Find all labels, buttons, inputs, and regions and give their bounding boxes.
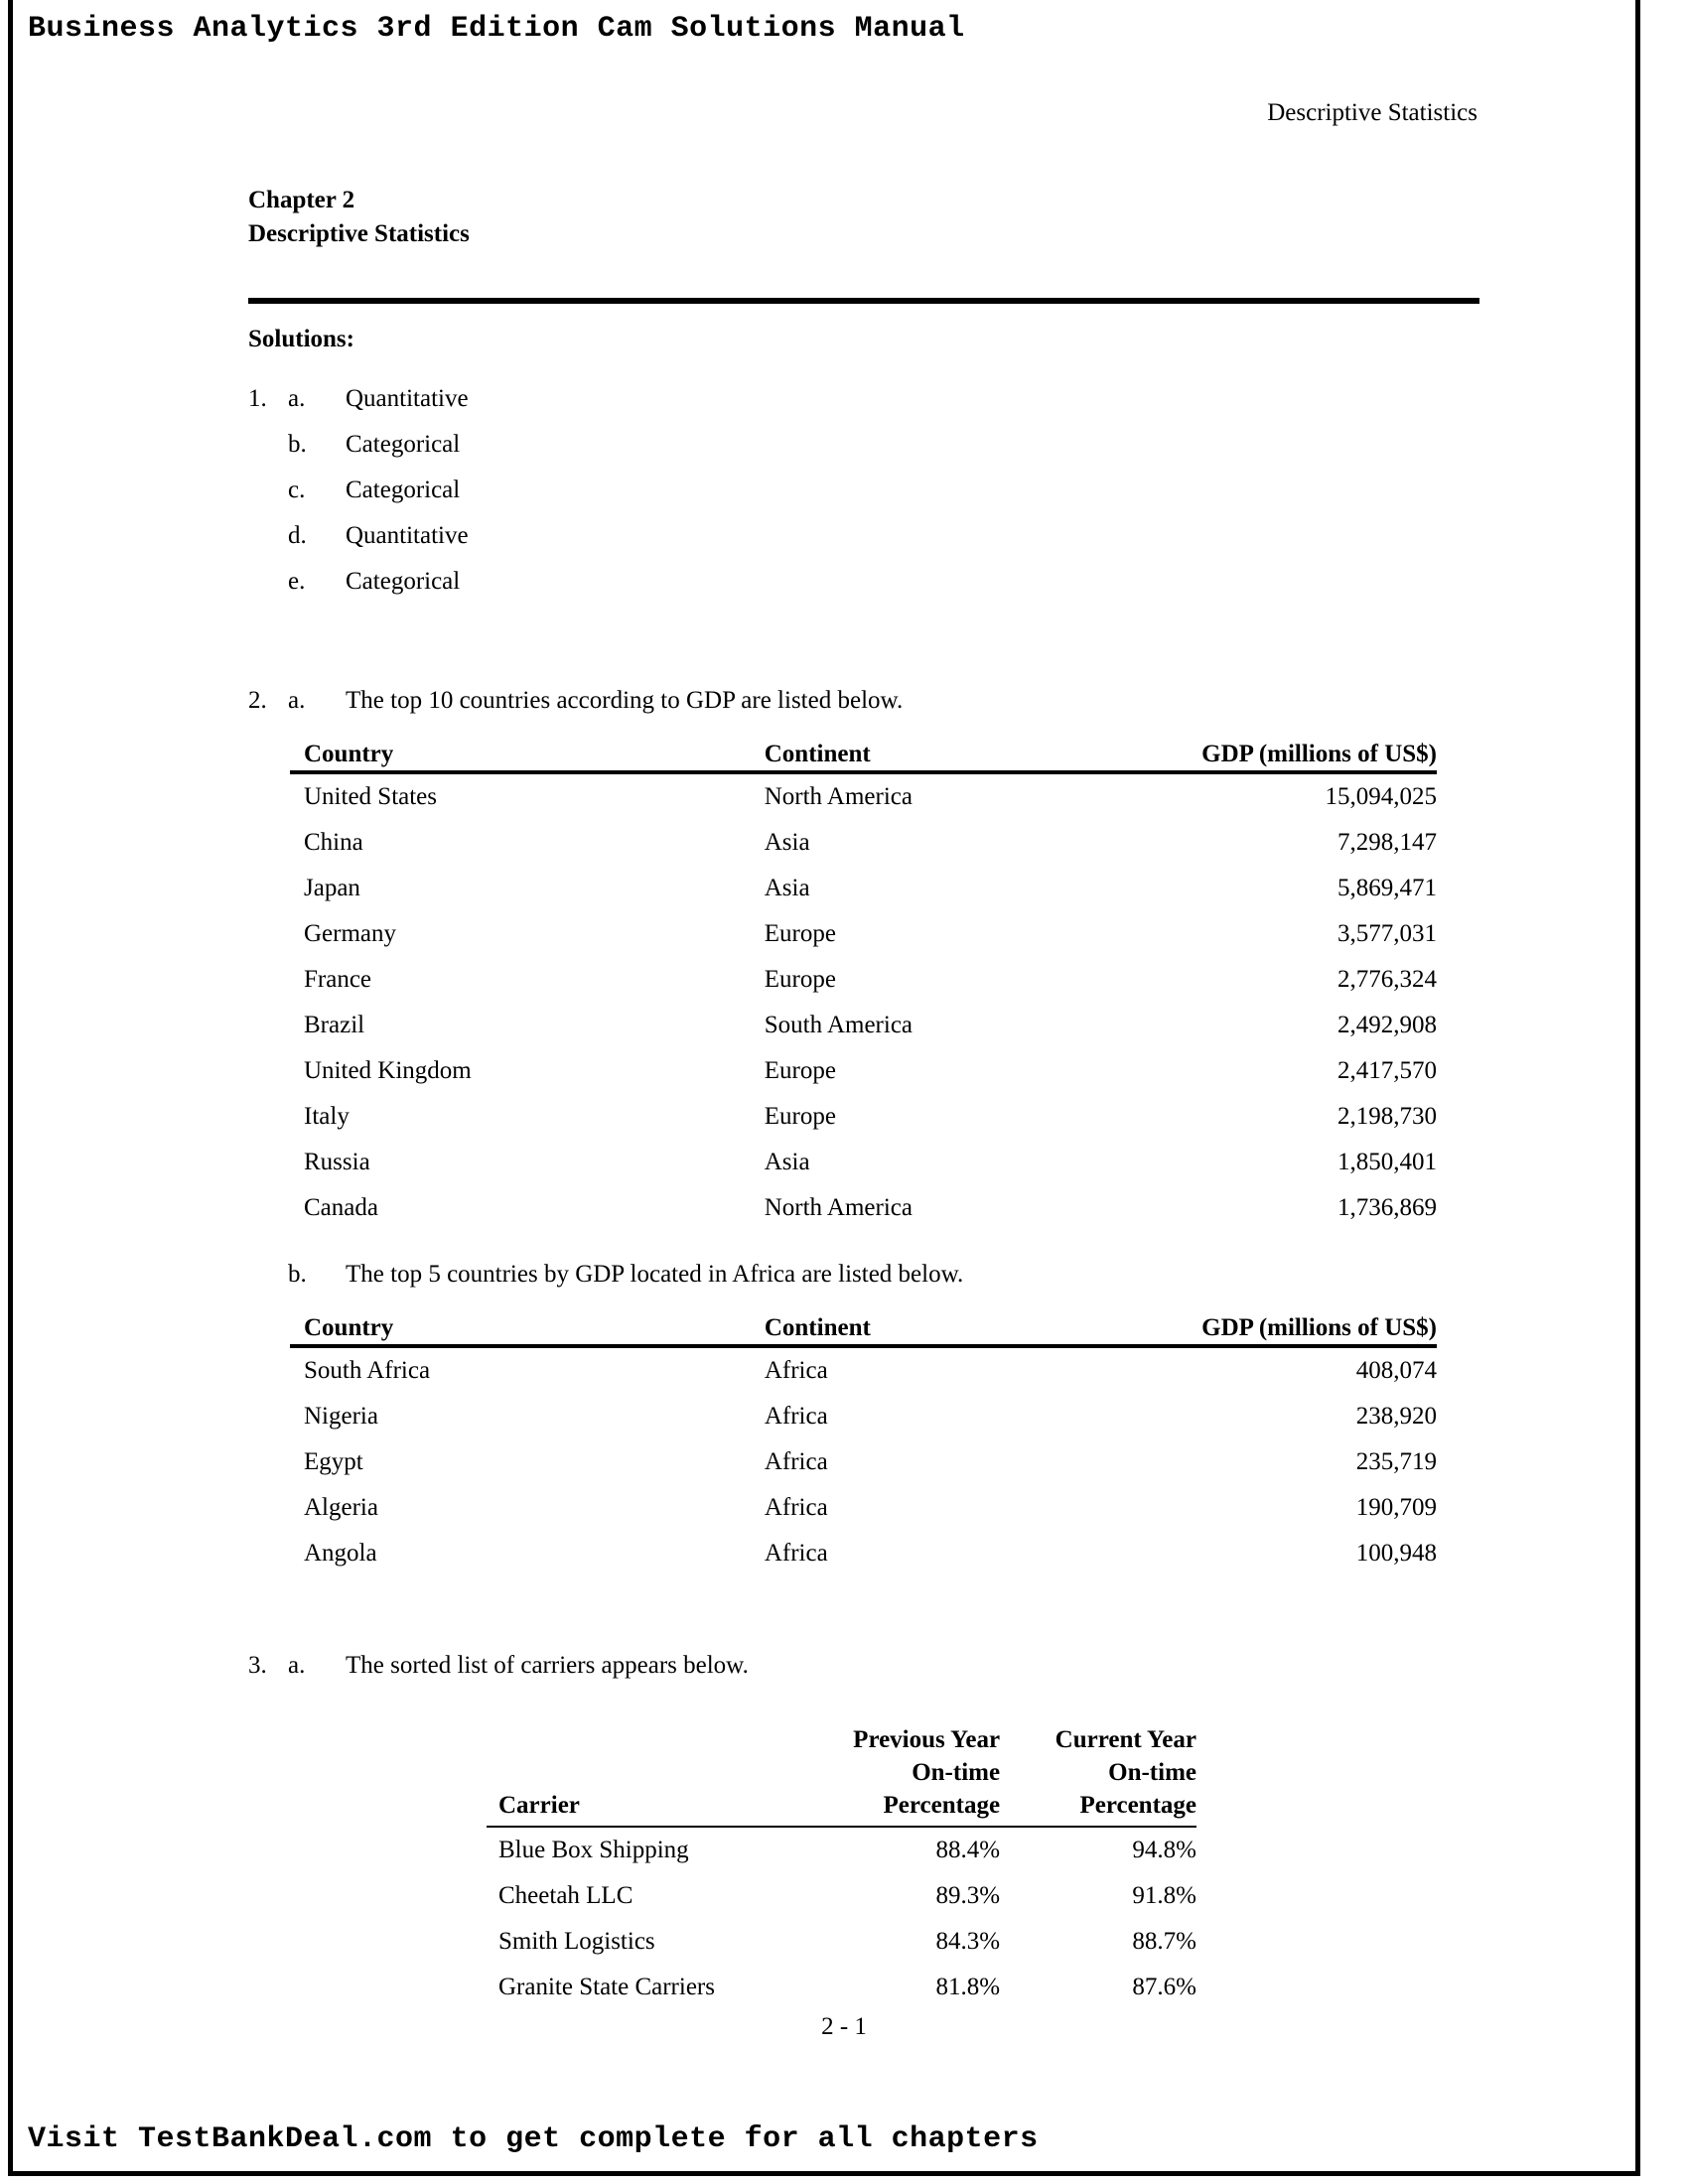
running-head: Descriptive Statistics <box>1267 99 1477 126</box>
document-body <box>248 184 1489 2010</box>
cell-gdp: 7,298,147 <box>1337 829 1437 856</box>
table-row <box>290 1485 1437 1531</box>
section-spacer <box>248 612 1489 657</box>
table-row <box>487 1827 1196 1873</box>
question-row <box>248 685 1489 731</box>
cell-continent: North America <box>764 1194 913 1221</box>
cell-continent: Africa <box>764 1403 828 1430</box>
cell-continent: North America <box>764 783 913 810</box>
question-row <box>248 566 1489 612</box>
question-row <box>248 520 1489 566</box>
cell-gdp: 15,094,025 <box>1325 783 1437 810</box>
cell-continent: South America <box>764 1012 914 1038</box>
cell-continent: Europe <box>764 920 836 947</box>
section-spacer <box>248 1576 1489 1622</box>
africa-gdp-table <box>290 1314 1437 1576</box>
part-text: The top 10 countries according to GDP are listed below. <box>346 687 904 714</box>
cell-gdp: 238,920 <box>1355 1403 1437 1430</box>
table-row <box>290 866 1437 911</box>
part-letter: d. <box>288 522 307 549</box>
cell-country: Brazil <box>304 1012 365 1038</box>
cell-previous-pct: 84.3% <box>935 1928 1001 1955</box>
column-header-current-year <box>1000 1723 1196 1827</box>
cell-country: Egypt <box>304 1448 363 1475</box>
carrier-ontime-table <box>487 1723 1196 2010</box>
table-row <box>290 1048 1437 1094</box>
column-header-continent: Continent <box>765 741 1137 773</box>
question-number: 2. <box>248 687 267 714</box>
cell-continent: Asia <box>764 875 810 901</box>
table-row <box>290 1140 1437 1185</box>
header-line: Carrier <box>498 1792 580 1819</box>
table-row <box>487 1919 1196 1965</box>
cell-gdp: 2,417,570 <box>1337 1057 1437 1084</box>
cell-gdp: 235,719 <box>1355 1448 1437 1475</box>
cell-continent: Africa <box>764 1494 828 1521</box>
table-row <box>290 911 1437 957</box>
question-row <box>248 383 1489 429</box>
cell-gdp: 100,948 <box>1355 1540 1437 1567</box>
question-row <box>248 1259 1489 1304</box>
cell-country: Angola <box>304 1540 377 1567</box>
part-text: Categorical <box>346 568 461 595</box>
part-letter: e. <box>288 568 306 595</box>
question-3-block <box>248 1650 1489 2010</box>
cell-current-pct: 88.7% <box>1132 1928 1196 1955</box>
cell-country: France <box>304 966 372 993</box>
cell-carrier: Blue Box Shipping <box>498 1837 689 1863</box>
table-row <box>290 1347 1437 1394</box>
table-header-row <box>290 741 1437 773</box>
part-text: Categorical <box>346 477 461 503</box>
cell-gdp: 2,492,908 <box>1337 1012 1437 1038</box>
question-number: 1. <box>248 385 267 412</box>
part-letter: b. <box>288 1261 307 1288</box>
part-text: Quantitative <box>346 522 469 549</box>
header-line <box>498 1723 793 1756</box>
cell-continent: Asia <box>764 829 810 856</box>
chapter-number: Chapter 2 <box>248 187 355 213</box>
table-row <box>487 1965 1196 2010</box>
part-text: The sorted list of carriers appears below. <box>346 1652 749 1679</box>
cell-gdp: 408,074 <box>1355 1357 1437 1384</box>
heading-rule <box>248 298 1479 304</box>
part-letter: a. <box>288 687 306 714</box>
part-text: Categorical <box>346 431 461 458</box>
cell-country: Canada <box>304 1194 378 1221</box>
cell-gdp: 3,577,031 <box>1337 920 1437 947</box>
table-row <box>290 1003 1437 1048</box>
table-row <box>290 1439 1437 1485</box>
part-text: Quantitative <box>346 385 469 412</box>
top-watermark-banner: Business Analytics 3rd Edition Cam Solutions Manual <box>28 12 965 46</box>
column-header-gdp: GDP (millions of US$) <box>1137 1314 1437 1347</box>
header-line: Percentage <box>1079 1792 1196 1819</box>
cell-country: Japan <box>304 875 360 901</box>
cell-gdp: 2,776,324 <box>1337 966 1437 993</box>
page-number: 2 - 1 <box>821 2013 867 2040</box>
table-row <box>290 1094 1437 1140</box>
cell-country: Algeria <box>304 1494 378 1521</box>
column-header-country: Country <box>290 741 765 773</box>
cell-previous-pct: 88.4% <box>935 1837 1001 1863</box>
cell-previous-pct: 89.3% <box>935 1882 1001 1909</box>
cell-continent: Europe <box>764 1057 836 1084</box>
cell-country: United Kingdom <box>304 1057 472 1084</box>
question-row <box>248 429 1489 475</box>
cell-current-pct: 87.6% <box>1132 1974 1196 2000</box>
part-letter: a. <box>288 1652 306 1679</box>
cell-gdp: 1,850,401 <box>1337 1149 1437 1175</box>
table-row <box>290 957 1437 1003</box>
part-letter: b. <box>288 431 307 458</box>
cell-gdp: 1,736,869 <box>1337 1194 1437 1221</box>
question-2-block <box>248 685 1489 1576</box>
cell-gdp: 5,869,471 <box>1337 875 1437 901</box>
cell-continent: Africa <box>764 1448 828 1475</box>
cell-continent: Asia <box>764 1149 810 1175</box>
cell-previous-pct: 81.8% <box>935 1974 1001 2000</box>
cell-country: South Africa <box>304 1357 431 1384</box>
table-row <box>290 1394 1437 1439</box>
question-number: 3. <box>248 1652 267 1679</box>
part-text: The top 5 countries by GDP located in Africa are listed below. <box>346 1261 964 1288</box>
cell-carrier: Granite State Carriers <box>498 1974 715 2000</box>
header-line: Percentage <box>883 1792 1001 1819</box>
header-line <box>498 1756 793 1789</box>
cell-country: Germany <box>304 920 397 947</box>
cell-gdp: 190,709 <box>1355 1494 1437 1521</box>
table-header-row <box>290 1314 1437 1347</box>
part-letter: c. <box>288 477 306 503</box>
column-header-previous-year <box>793 1723 1000 1827</box>
cell-continent: Africa <box>764 1357 828 1384</box>
question-1-block <box>248 383 1489 612</box>
cell-country: United States <box>304 783 438 810</box>
cell-carrier: Cheetah LLC <box>498 1882 633 1909</box>
column-header-continent: Continent <box>765 1314 1138 1347</box>
cell-country: Italy <box>304 1103 350 1130</box>
table-row <box>290 1531 1437 1576</box>
bottom-watermark-banner: Visit TestBankDeal.com to get complete for all chapters <box>28 2122 1039 2156</box>
part-letter: a. <box>288 385 306 412</box>
top10-gdp-table <box>290 741 1437 1231</box>
chapter-title: Descriptive Statistics <box>248 220 470 247</box>
cell-current-pct: 91.8% <box>1132 1882 1196 1909</box>
table-row <box>290 773 1437 820</box>
cell-country: Nigeria <box>304 1403 378 1430</box>
cell-continent: Europe <box>764 966 836 993</box>
column-header-carrier <box>487 1723 793 1827</box>
header-line: Previous Year <box>853 1726 1001 1753</box>
table-row <box>290 1185 1437 1231</box>
table-header-row <box>487 1723 1196 1827</box>
cell-country: China <box>304 829 363 856</box>
question-row <box>248 475 1489 520</box>
cell-gdp: 2,198,730 <box>1337 1103 1437 1130</box>
header-line: On-time <box>1108 1759 1196 1786</box>
table-row <box>290 820 1437 866</box>
cell-current-pct: 94.8% <box>1132 1837 1196 1863</box>
table-row <box>487 1873 1196 1919</box>
cell-continent: Europe <box>764 1103 836 1130</box>
cell-country: Russia <box>304 1149 370 1175</box>
header-line: On-time <box>912 1759 1001 1786</box>
solutions-label: Solutions: <box>248 326 354 352</box>
column-header-gdp: GDP (millions of US$) <box>1137 741 1437 773</box>
column-header-country: Country <box>290 1314 765 1347</box>
cell-carrier: Smith Logistics <box>498 1928 655 1955</box>
header-line: Current Year <box>1055 1726 1196 1753</box>
question-row <box>248 1650 1489 1696</box>
cell-continent: Africa <box>764 1540 828 1567</box>
